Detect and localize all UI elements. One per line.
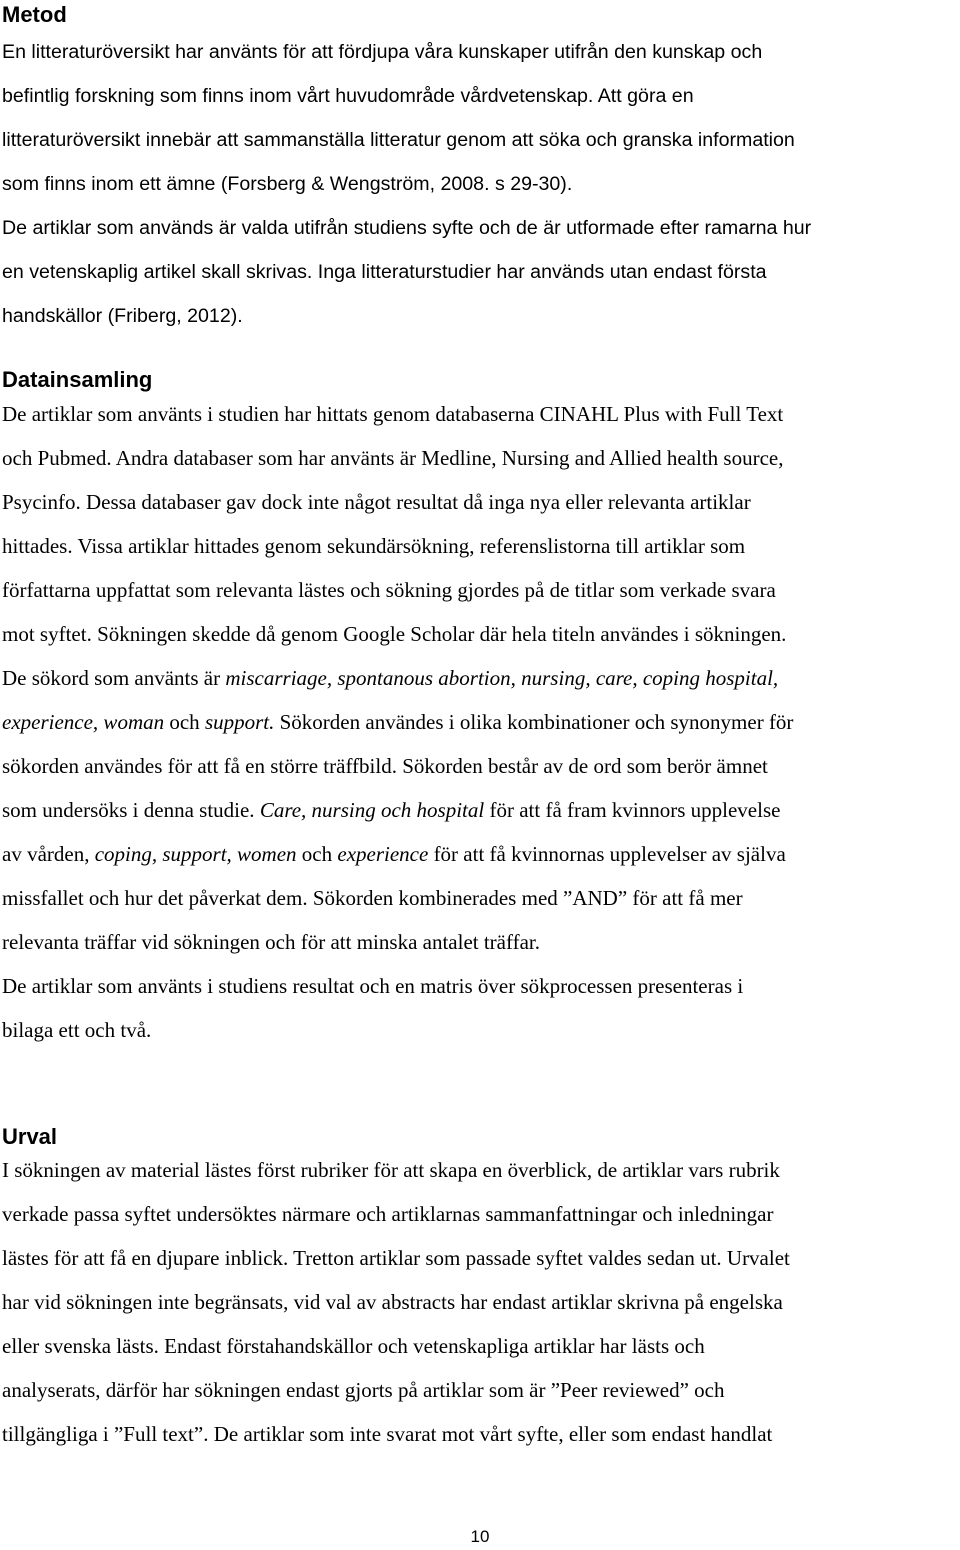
text-line: En litteraturöversikt har använts för att fördjupa våra kunskaper utifrån den kunskap och [2, 41, 763, 63]
text-line: I sökningen av material lästes först rubriker för att skapa en överblick, de artiklar vars rubrik [2, 1158, 780, 1182]
text-line: lästes för att få en djupare inblick. Tretton artiklar som passade syftet valdes sedan ut. Urvalet [2, 1246, 790, 1270]
text-line: De artiklar som används är valda utifrån studiens syfte och de är utformade efter ramarna hur [2, 217, 812, 239]
search-terms: miscarriage, spontanous abortion, nursing, care, coping hospital, [225, 666, 779, 690]
text-line: bilaga ett och två. [2, 1018, 152, 1042]
text-line: litteraturöversikt innebär att sammanställa litteratur genom att söka och granska information [2, 129, 795, 151]
search-terms: Care, nursing och hospital [259, 798, 485, 822]
heading-datainsamling: Datainsamling [2, 367, 153, 392]
search-terms: support. [204, 710, 275, 734]
text-run: för att få fram kvinnors upplevelse [484, 798, 781, 822]
text-run: De sökord som använts är [2, 666, 226, 690]
text-line: De artiklar som använts i studiens resultat och en matris över sökprocessen presenteras i [2, 974, 744, 998]
text-line [2, 656, 958, 700]
text-line [2, 832, 958, 876]
text-line: analyserats, därför har sökningen endast gjorts på artiklar som är ”Peer reviewed” och [2, 1378, 725, 1402]
text-line: mot syftet. Sökningen skedde då genom Google Scholar där hela titeln användes i sökningen. [2, 622, 787, 646]
text-run: och [296, 842, 338, 866]
text-line: sökorden användes för att få en större träffbild. Sökorden består av de ord som berör ämnet [2, 754, 768, 778]
text-line: verkade passa syftet undersöktes närmare och artiklarnas sammanfattningar och inledningar [2, 1202, 774, 1226]
text-line: eller svenska lästs. Endast förstahandskällor och vetenskapliga artiklar har lästs och [2, 1334, 705, 1358]
text-line: författarna uppfattat som relevanta lästes och sökning gjordes på de titlar som verkade svara [2, 578, 776, 602]
search-terms: experience [337, 842, 429, 866]
text-line [2, 700, 958, 744]
paragraph-metod [2, 30, 958, 338]
text-line: missfallet och hur det påverkat dem. Sökorden kombinerades med ”AND” för att få mer [2, 886, 743, 910]
text-line: och Pubmed. Andra databaser som har använts är Medline, Nursing and Allied health source, [2, 446, 784, 470]
text-line: De artiklar som använts i studien har hittats genom databaserna CINAHL Plus with Full Text [2, 402, 784, 426]
text-line [2, 788, 958, 832]
text-line: relevanta träffar vid sökningen och för att minska antalet träffar. [2, 930, 541, 954]
heading-urval: Urval [2, 1124, 58, 1149]
text-line: hittades. Vissa artiklar hittades genom sekundärsökning, referenslistorna till artiklar som [2, 534, 746, 558]
text-run: som undersöks i denna studie. [2, 798, 260, 822]
text-line: tillgängliga i ”Full text”. De artiklar som inte svarat mot vårt syfte, eller som endast handlat [2, 1422, 773, 1446]
text-line: befintlig forskning som finns inom vårt huvudområde vårdvetenskap. Att göra en [2, 85, 694, 107]
text-line: har vid sökningen inte begränsats, vid val av abstracts har endast artiklar skrivna på engelska [2, 1290, 783, 1314]
search-terms: coping, support, women [94, 842, 297, 866]
text-line: som finns inom ett ämne (Forsberg & Wengström, 2008. s 29-30). [2, 173, 573, 195]
text-run: och [164, 710, 205, 734]
paragraph-datainsamling [2, 392, 958, 1052]
paragraph-urval [2, 1148, 958, 1456]
heading-metod: Metod [2, 2, 67, 27]
text-line: handskällor (Friberg, 2012). [2, 305, 243, 327]
text-run: av vården, [2, 842, 95, 866]
text-line: en vetenskaplig artikel skall skrivas. Inga litteraturstudier har används utan endast första [2, 261, 767, 283]
text-line: Psycinfo. Dessa databaser gav dock inte något resultat då inga nya eller relevanta artiklar [2, 490, 751, 514]
text-run: Sökorden användes i olika kombinationer och synonymer för [274, 710, 794, 734]
text-run: för att få kvinnornas upplevelser av själva [428, 842, 786, 866]
page-number: 10 [470, 1527, 490, 1546]
search-terms: experience, woman [2, 710, 165, 734]
